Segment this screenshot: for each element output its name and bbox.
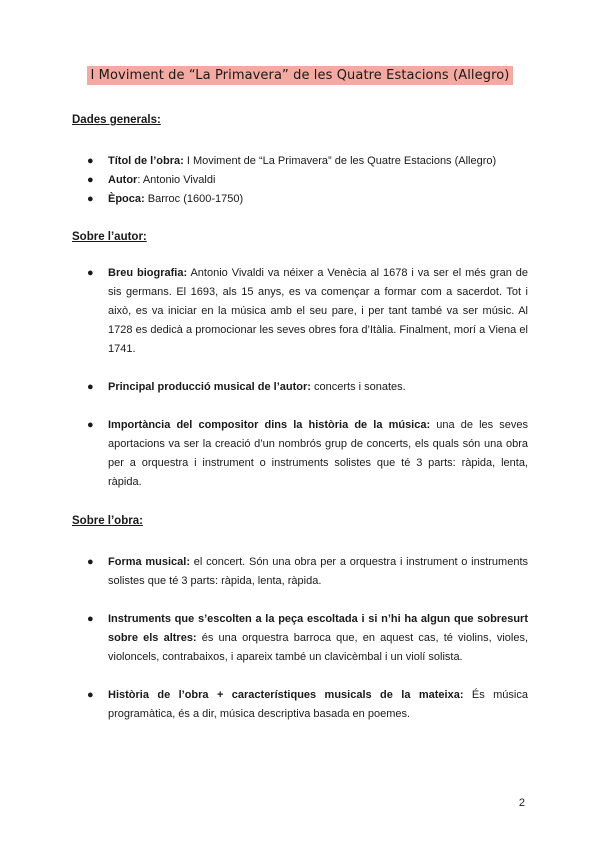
bullet-icon: ●: [87, 174, 94, 186]
list-item: [72, 610, 528, 667]
section-heading-general: Dades generals:: [72, 114, 161, 126]
item-text: És música programàtica, és a dir, música descriptiva basada en poemes.: [108, 689, 528, 720]
list-item: [72, 553, 528, 591]
item-text: una de les seves aportacions va ser la creació d’un nombrós grup de concerts, els quals són una obra per a orquestra i instrument o instruments solistes que té 3 parts: ràpida, lenta, ràpida.: [108, 419, 528, 488]
bullet-icon: ●: [87, 556, 94, 568]
item-text: concerts i sonates.: [310, 381, 406, 393]
document-title: I Moviment de “La Primavera” de les Quatre Estacions (Allegro): [87, 66, 514, 85]
item-text: I Moviment de “La Primavera” de les Quatre Estacions (Allegro): [183, 155, 497, 167]
list-item: [72, 686, 528, 724]
item-label: Forma musical:: [108, 556, 191, 568]
bullet-icon: ●: [87, 155, 94, 167]
section-heading-author: Sobre l’autor:: [72, 231, 147, 243]
list-item: [72, 171, 528, 190]
item-text: : Antonio Vivaldi: [137, 174, 216, 186]
bullet-icon: ●: [87, 381, 94, 393]
list-work: [72, 553, 528, 591]
item-label: Instruments que s’escolten a la peça escoltada i si n’hi ha algun que sobresurt sobre els altres:: [108, 613, 528, 644]
bullet-icon: ●: [87, 419, 94, 431]
list-item: [72, 152, 528, 171]
item-text: Antonio Vivaldi va néixer a Venècia al 1678 i va ser el més gran de sis germans. El 1693, als 15 anys, es va començar a formar com a sacerdot. Tot i això, es va iniciar en la música amb el seu pare, i per tant també va ser músic. Al 1728 es dedicà a promocionar les seves obres fora d’Itàlia. Finalment, morí a Viena el 1741.: [108, 267, 528, 355]
list-item: [72, 378, 528, 397]
item-text: és una orquestra barroca que, en aquest cas, té violins, violes, violoncels, contrabaixos, i apareix també un clavicèmbal i un violí solista.: [108, 632, 529, 663]
bullet-icon: ●: [87, 193, 94, 205]
item-label: Història de l’obra + característiques musicals de la mateixa:: [108, 689, 464, 701]
list-item: [72, 190, 528, 209]
item-label: Autor: [108, 174, 138, 186]
section-heading-work: Sobre l’obra:: [72, 515, 143, 527]
item-label: Principal producció musical de l’autor:: [108, 381, 311, 393]
list-author-3: [72, 416, 528, 492]
bullet-icon: ●: [87, 689, 94, 701]
page-number: 2: [518, 797, 525, 809]
title-wrap: [0, 66, 600, 85]
item-label: Època:: [108, 193, 145, 205]
item-label: Títol de l’obra:: [108, 155, 184, 167]
list-item: [72, 416, 528, 492]
list-author-2: [72, 378, 528, 397]
list-author: [72, 264, 528, 359]
bullet-icon: ●: [87, 613, 94, 625]
list-work-2: [72, 610, 528, 667]
item-text: Barroc (1600-1750): [144, 193, 244, 205]
list-general: [72, 152, 528, 209]
item-text: el concert. Són una obra per a orquestra i instrument o instruments solistes que té 3 parts: ràpida, lenta, ràpida.: [108, 556, 528, 587]
list-item: [72, 264, 528, 359]
item-label: Breu biografia:: [108, 267, 188, 279]
list-work-3: [72, 686, 528, 724]
item-label: Importància del compositor dins la història de la música:: [108, 419, 431, 431]
bullet-icon: ●: [87, 267, 94, 279]
